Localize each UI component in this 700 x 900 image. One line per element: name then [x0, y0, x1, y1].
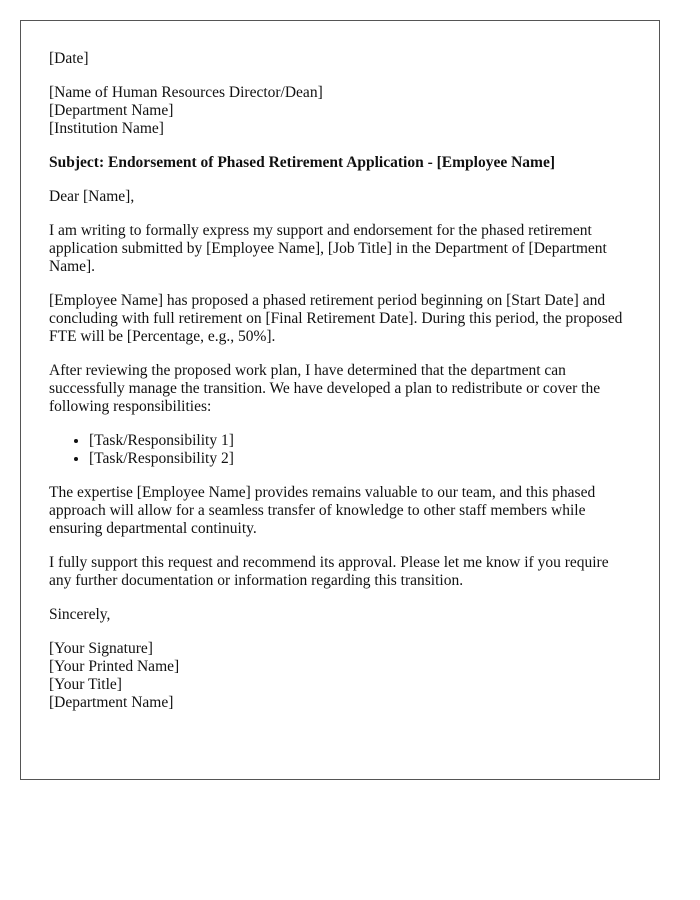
subject-line: Subject: Endorsement of Phased Retirement Application - [Employee Name] [49, 154, 555, 171]
sender-department: [Department Name] [49, 694, 174, 711]
sender-title: [Your Title] [49, 676, 122, 693]
paragraph-intro: I am writing to formally express my support and endorsement for the phased retirement application submitted by [Employee Name], [Job Title] in the Department of [Department Name]. [49, 222, 607, 275]
paragraph-expertise: The expertise [Employee Name] provides remains valuable to our team, and this phased approach will allow for a seamless transfer of knowledge to other staff members while ensuring departmental continuity. [49, 484, 596, 537]
printed-name: [Your Printed Name] [49, 658, 180, 675]
letter-document [20, 20, 660, 780]
letter-date: [Date] [49, 50, 89, 67]
paragraph-proposal: [Employee Name] has proposed a phased retirement period beginning on [Start Date] and concluding with full retirement on [Final Retirement Date]. During this period, the proposed FTE will be [Percentage, e.g., 50%]. [49, 292, 623, 345]
closing: Sincerely, [49, 606, 111, 623]
salutation: Dear [Name], [49, 188, 135, 205]
signature-block [49, 640, 631, 712]
recipient-institution: [Institution Name] [49, 120, 164, 137]
recipient-department: [Department Name] [49, 102, 174, 119]
recipient-name: [Name of Human Resources Director/Dean] [49, 84, 323, 101]
paragraph-support: I fully support this request and recommend its approval. Please let me know if you require any further documentation or information regarding this transition. [49, 554, 609, 589]
paragraph-work-plan: After reviewing the proposed work plan, I have determined that the department can successfully manage the transition. We have developed a plan to redistribute or cover the following responsibilities: [49, 362, 601, 415]
date-line [49, 50, 631, 68]
signature: [Your Signature] [49, 640, 153, 657]
list-item: • [Task/Responsibility 2] [89, 450, 631, 468]
list-item: • [Task/Responsibility 1] [89, 432, 631, 450]
recipient-address [49, 84, 631, 138]
responsibilities-list [49, 432, 631, 468]
